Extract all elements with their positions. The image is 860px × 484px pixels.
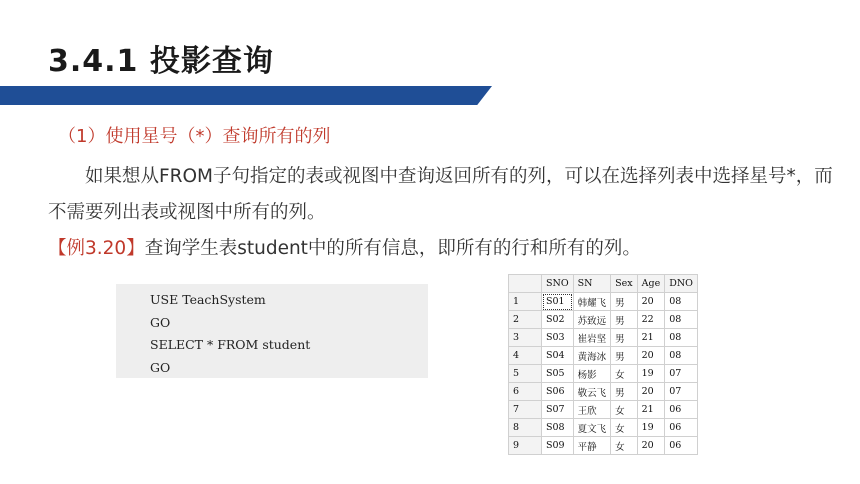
row-number-cell[interactable]: 3: [509, 329, 542, 347]
grid-cell[interactable]: 07: [665, 365, 698, 383]
code-line: GO: [150, 359, 171, 375]
grid-cell[interactable]: 08: [665, 347, 698, 365]
grid-cell[interactable]: S05: [542, 365, 574, 383]
column-header[interactable]: SN: [573, 275, 611, 293]
row-number-cell[interactable]: 5: [509, 365, 542, 383]
grid-cell[interactable]: 21: [637, 401, 665, 419]
grid-cell[interactable]: 男: [611, 293, 638, 311]
table-row[interactable]: [509, 419, 698, 437]
code-line: GO: [150, 314, 171, 330]
table-row[interactable]: [509, 365, 698, 383]
table-row[interactable]: [509, 311, 698, 329]
row-number-cell[interactable]: 2: [509, 311, 542, 329]
grid-header-row: [509, 275, 698, 293]
grid-cell[interactable]: 21: [637, 329, 665, 347]
grid-body: [509, 293, 698, 455]
grid-cell[interactable]: 07: [665, 383, 698, 401]
grid-cell[interactable]: 敬云飞: [573, 383, 611, 401]
grid-cell[interactable]: 08: [665, 311, 698, 329]
grid-cell[interactable]: 韩耀飞: [573, 293, 611, 311]
grid-cell[interactable]: 19: [637, 419, 665, 437]
grid-cell[interactable]: 22: [637, 311, 665, 329]
grid-cell[interactable]: 06: [665, 401, 698, 419]
grid-cell[interactable]: 20: [637, 347, 665, 365]
column-header[interactable]: SNO: [542, 275, 574, 293]
table-row[interactable]: [509, 437, 698, 455]
table-row[interactable]: [509, 401, 698, 419]
row-number-cell[interactable]: 8: [509, 419, 542, 437]
grid-cell[interactable]: S01: [542, 293, 574, 311]
subheading: （1）使用星号（*）查询所有的列: [58, 126, 331, 147]
grid-cell[interactable]: 男: [611, 347, 638, 365]
grid-cell[interactable]: S07: [542, 401, 574, 419]
grid-cell[interactable]: 08: [665, 329, 698, 347]
row-number-cell[interactable]: 7: [509, 401, 542, 419]
grid-cell[interactable]: 黄海冰: [573, 347, 611, 365]
column-header[interactable]: DNO: [665, 275, 698, 293]
grid-cell[interactable]: S09: [542, 437, 574, 455]
grid-cell[interactable]: 19: [637, 365, 665, 383]
grid-cell[interactable]: 王欣: [573, 401, 611, 419]
grid-cell[interactable]: 06: [665, 419, 698, 437]
sql-code-block: [116, 284, 428, 378]
body-paragraph: 如果想从FROM子句指定的表或视图中查询返回所有的列，可以在选择列表中选择星号*，而不需要列出表或视图中所有的列。: [48, 166, 833, 223]
grid-cell[interactable]: 女: [611, 419, 638, 437]
grid-cell[interactable]: 崔岩坚: [573, 329, 611, 347]
code-line: SELECT * FROM student: [150, 337, 311, 352]
table-row[interactable]: [509, 329, 698, 347]
grid-cell[interactable]: 20: [637, 437, 665, 455]
table-row[interactable]: [509, 347, 698, 365]
grid-cell[interactable]: 20: [637, 383, 665, 401]
grid-cell[interactable]: S08: [542, 419, 574, 437]
grid-cell[interactable]: 女: [611, 365, 638, 383]
example-tag: 【例3.20】: [48, 238, 145, 259]
grid-cell[interactable]: S02: [542, 311, 574, 329]
column-header[interactable]: Age: [637, 275, 665, 293]
grid-cell[interactable]: 20: [637, 293, 665, 311]
grid-cell[interactable]: 男: [611, 329, 638, 347]
grid-cell[interactable]: 夏文飞: [573, 419, 611, 437]
table-row[interactable]: [509, 383, 698, 401]
table-row[interactable]: [509, 293, 698, 311]
row-number-cell[interactable]: 6: [509, 383, 542, 401]
grid-cell[interactable]: S03: [542, 329, 574, 347]
slide-title: 3.4.1 投影查询: [48, 44, 274, 79]
grid-cell[interactable]: S06: [542, 383, 574, 401]
grid-cell[interactable]: 女: [611, 437, 638, 455]
example-text: 查询学生表student中的所有信息，即所有的行和所有的列。: [144, 238, 641, 259]
row-number-cell[interactable]: 1: [509, 293, 542, 311]
grid-cell[interactable]: 女: [611, 401, 638, 419]
code-line: USE TeachSystem: [150, 292, 266, 307]
grid-cell[interactable]: 男: [611, 311, 638, 329]
row-number-cell[interactable]: 9: [509, 437, 542, 455]
grid-cell[interactable]: 06: [665, 437, 698, 455]
grid-cell[interactable]: S04: [542, 347, 574, 365]
grid-cell[interactable]: 杨影: [573, 365, 611, 383]
title-accent-bar: [0, 86, 492, 105]
column-header[interactable]: Sex: [611, 275, 638, 293]
grid-cell[interactable]: 平静: [573, 437, 611, 455]
grid-cell[interactable]: 男: [611, 383, 638, 401]
query-result-grid: [508, 274, 698, 455]
example-line: [48, 234, 641, 260]
grid-cell[interactable]: 08: [665, 293, 698, 311]
grid-corner-cell: [509, 275, 542, 293]
row-number-cell[interactable]: 4: [509, 347, 542, 365]
grid-cell[interactable]: 苏致远: [573, 311, 611, 329]
